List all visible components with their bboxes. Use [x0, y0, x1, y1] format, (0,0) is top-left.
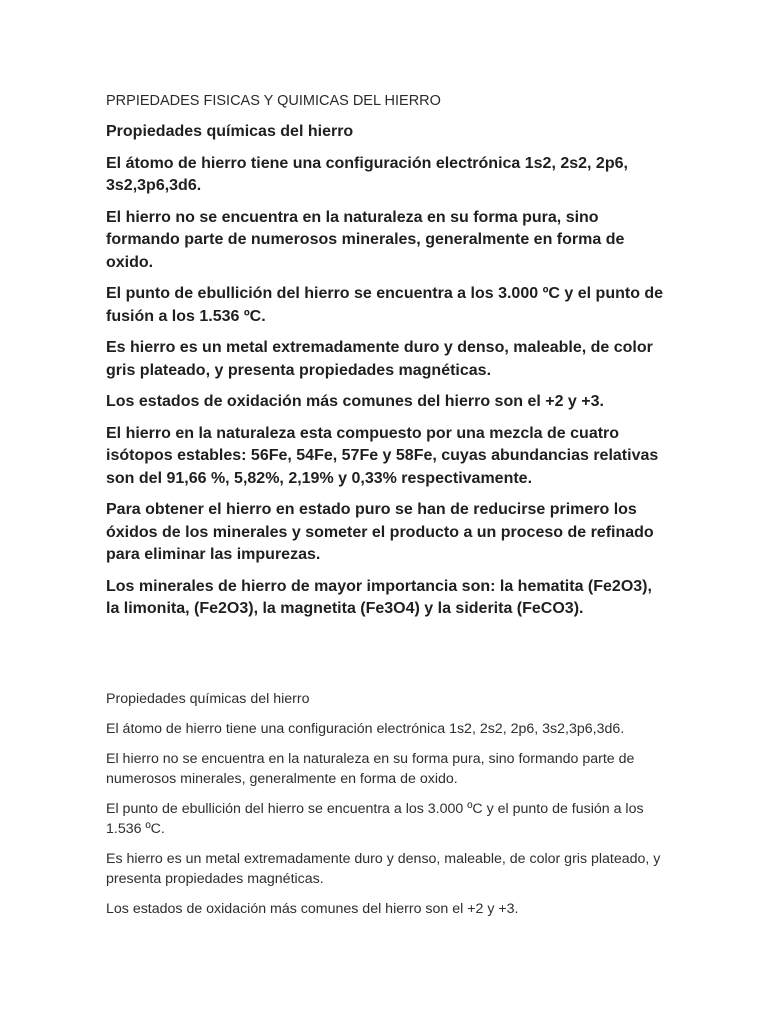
bold-paragraph: Los minerales de hierro de mayor importancia son: la hematita (Fe2O3), la limonita, (Fe2O3), la magnetita (Fe3O4) y la siderita (FeCO3). — [106, 577, 652, 617]
bold-paragraph: Para obtener el hierro en estado puro se han de reducirse primero los óxidos de los minerales y someter el producto a un proceso de refinado para eliminar las impurezas. — [106, 501, 654, 563]
light-paragraph: Es hierro es un metal extremadamente duro y denso, maleable, de color gris plateado, y presenta propiedades magnéticas. — [106, 851, 661, 887]
light-paragraph: El átomo de hierro tiene una configuración electrónica 1s2, 2s2, 2p6, 3s2,3p6,3d6. — [106, 721, 625, 737]
light-paragraph: El punto de ebullición del hierro se encuentra a los 3.000 ºC y el punto de fusión a los 1.536 ºC. — [106, 801, 644, 837]
document-title: PRPIEDADES FISICAS Y QUIMICAS DEL HIERRO — [106, 93, 441, 109]
bold-paragraph: Propiedades químicas del hierro — [106, 123, 354, 140]
bold-paragraph: El átomo de hierro tiene una configuración electrónica 1s2, 2s2, 2p6, 3s2,3p6,3d6. — [106, 154, 628, 194]
light-paragraph: Propiedades químicas del hierro — [106, 691, 310, 707]
bold-paragraph: Es hierro es un metal extremadamente duro y denso, maleable, de color gris plateado, y presenta propiedades magnéticas. — [106, 339, 653, 379]
bold-paragraph: El punto de ebullición del hierro se encuentra a los 3.000 ºC y el punto de fusión a los 1.536 ºC. — [106, 285, 664, 325]
light-paragraph: El hierro no se encuentra en la naturaleza en su forma pura, sino formando parte de numerosos minerales, generalmente en forma de oxido. — [106, 751, 635, 787]
light-paragraph: Los estados de oxidación más comunes del hierro son el +2 y +3. — [106, 901, 519, 917]
light-section — [106, 689, 666, 929]
bold-paragraph: Los estados de oxidación más comunes del hierro son el +2 y +3. — [106, 393, 604, 410]
bold-section — [106, 121, 666, 630]
bold-paragraph: El hierro en la naturaleza esta compuesto por una mezcla de cuatro isótopos estables: 56Fe, 54Fe, 57Fe y 58Fe, cuyas abundancias relativas son del 91,66 %, 5,82%, 2,19% y 0,33% respectivamente. — [106, 424, 659, 487]
bold-paragraph: El hierro no se encuentra en la naturaleza en su forma pura, sino formando parte de numerosos minerales, generalmente en forma de oxido. — [106, 208, 625, 271]
